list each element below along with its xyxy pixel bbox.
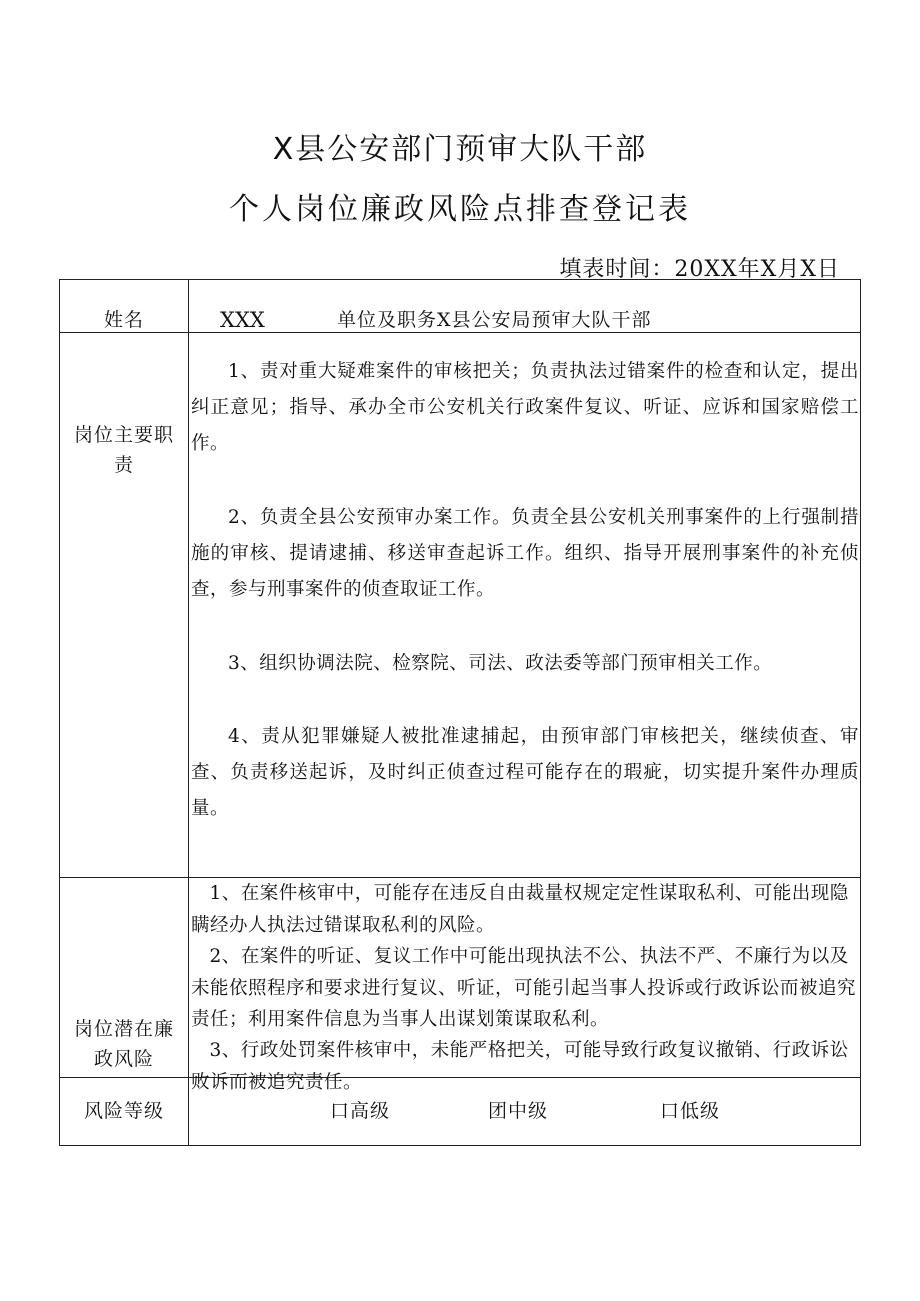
risks-label-line2: 政风险 — [93, 1048, 154, 1070]
risk-level-low-checkbox[interactable]: 口低级 — [660, 1100, 721, 1122]
duty-item-4: 4、责从犯罪嫌疑人被批准逮捕起，由预审部门审核把关，继续侦查、审查、负责移送起诉，及时纠正侦查过程可能存在的瑕疵，切实提升案件办理质量。 — [191, 726, 859, 819]
duty-item-3: 3、组织协调法院、检察院、司法、政法委等部门预审相关工作。 — [228, 653, 773, 674]
document-title-line2: 个人岗位廉政风险点排查登记表 — [229, 192, 691, 227]
document-title-line1: X县公安部门预审大队干部 — [272, 132, 648, 167]
unit-position-value: 单位及职务X县公安局预审大队干部 — [337, 309, 652, 331]
duties-label-line2: 责 — [113, 454, 134, 476]
duties-label — [60, 420, 188, 480]
registration-table — [59, 279, 861, 1146]
risks-content — [60, 878, 860, 1093]
fill-date: 填表时间：20XX年X月X日 — [559, 257, 840, 282]
risk-item-3: 3、行政处罚案件核审中，未能严格把关，可能导致行政复议撤销、行政诉讼败诉而被追究责任。 — [191, 1040, 849, 1093]
risk-level-high-checkbox[interactable]: 口高级 — [330, 1100, 391, 1122]
risk-item-1: 1、在案件核审中，可能存在违反自由裁量权规定定性谋取私利、可能出现隐瞒经办人执法过错谋取私利的风险。 — [191, 883, 849, 936]
duty-item-2: 2、负责全县公安预审办案工作。负责全县公安机关刑事案件的上行强制措施的审核、提请逮捕、移送审查起诉工作。组织、指导开展刑事案件的补充侦查，参与刑事案件的侦查取证工作。 — [191, 507, 859, 600]
name-value: XXX — [220, 308, 265, 332]
duty-item-1: 1、责对重大疑难案件的审核把关；负责执法过错案件的检查和认定，提出纠正意见；指导、承办全市公安机关行政案件复议、听证、应诉和国家赔偿工作。 — [191, 361, 859, 454]
risk-level-medium-checkbox[interactable]: 团中级 — [488, 1100, 549, 1122]
risk-item-2: 2、在案件的听证、复议工作中可能出现执法不公、执法不严、不廉行为以及未能依照程序和要求进行复议、听证，可能引起当事人投诉或行政诉讼而被追究责任；利用案件信息为当事人出谋划策谋取私利。 — [191, 946, 857, 1030]
risk-level-label: 风险等级 — [83, 1100, 164, 1122]
name-label: 姓名 — [103, 309, 144, 331]
duties-label-line1: 岗位主要职 — [73, 424, 174, 446]
risks-label-line1: 岗位潜在廉 — [73, 1018, 174, 1040]
